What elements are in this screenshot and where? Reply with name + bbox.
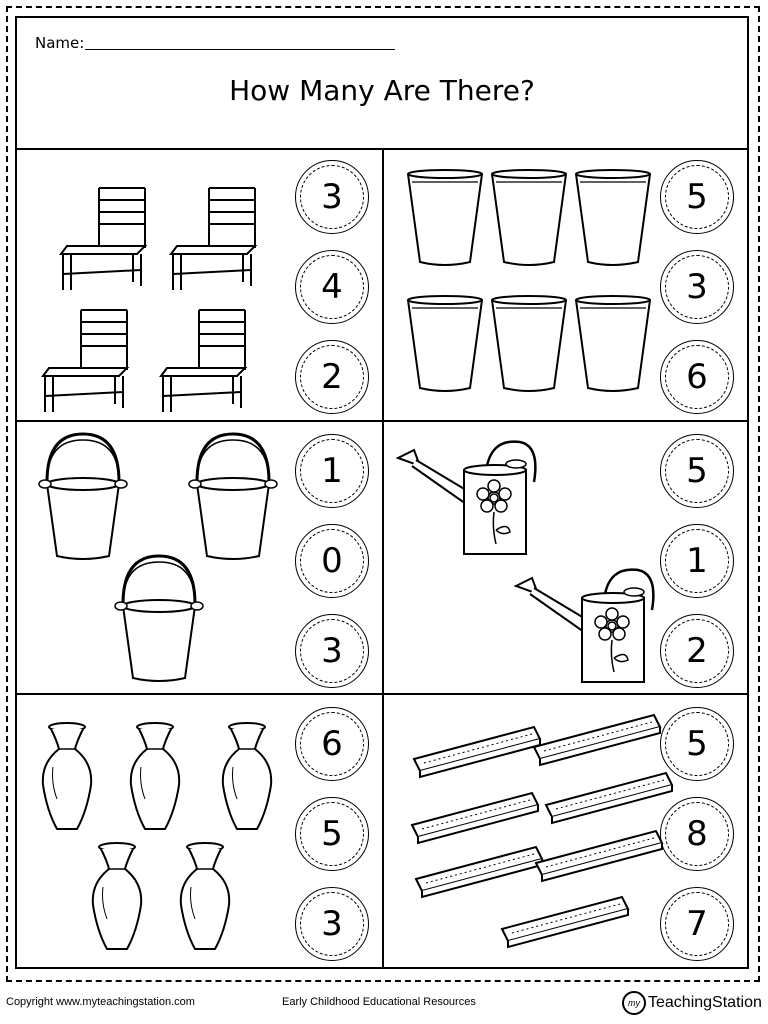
cell-vases	[17, 695, 382, 967]
ruler-icon	[416, 847, 542, 897]
chair-icon	[61, 188, 145, 290]
exercise-grid	[17, 148, 747, 967]
worksheet-header	[17, 18, 747, 150]
ruler-icon	[546, 773, 672, 823]
cup-icon	[408, 296, 482, 391]
vase-icon	[131, 723, 179, 829]
cups-illustration	[384, 148, 674, 420]
chair-icon	[171, 188, 255, 290]
answer-option[interactable]: 6	[295, 707, 369, 781]
cup-icon	[492, 296, 566, 391]
bucket-icon	[39, 434, 127, 559]
cell-watering-cans	[384, 422, 749, 694]
answer-option[interactable]: 1	[295, 434, 369, 508]
answer-option[interactable]: 2	[295, 340, 369, 414]
vase-icon	[181, 843, 229, 949]
answer-option[interactable]: 8	[660, 797, 734, 871]
answer-option[interactable]: 3	[660, 250, 734, 324]
cup-icon	[576, 296, 650, 391]
vase-icon	[223, 723, 271, 829]
worksheet-frame	[15, 16, 749, 969]
vases-illustration	[17, 695, 307, 967]
resources-text: Early Childhood Educational Resources	[282, 996, 476, 1008]
footer	[0, 994, 768, 1024]
bucket-icon	[189, 434, 277, 559]
logo-badge-icon: my	[622, 991, 646, 1015]
buckets-illustration	[17, 422, 307, 694]
cup-icon	[408, 170, 482, 265]
vase-icon	[93, 843, 141, 949]
ruler-icon	[414, 727, 540, 777]
answer-option[interactable]: 1	[660, 524, 734, 598]
answer-option[interactable]: 6	[660, 340, 734, 414]
rulers-illustration	[384, 695, 674, 967]
answer-option[interactable]: 3	[295, 887, 369, 961]
site-logo[interactable]	[622, 991, 762, 1015]
cup-icon	[492, 170, 566, 265]
page-title: How Many Are There?	[229, 74, 535, 107]
logo-text: TeachingStation	[648, 994, 762, 1011]
chair-icon	[161, 310, 245, 412]
ruler-icon	[502, 897, 628, 947]
watering-can-icon	[516, 570, 653, 682]
bucket-icon	[115, 556, 203, 681]
answer-option[interactable]: 5	[660, 707, 734, 781]
answer-option[interactable]: 3	[295, 614, 369, 688]
ruler-icon	[412, 793, 538, 843]
answer-option[interactable]: 3	[295, 160, 369, 234]
name-field[interactable]	[85, 49, 395, 50]
cell-buckets	[17, 422, 382, 694]
answer-option[interactable]: 2	[660, 614, 734, 688]
watering-cans-illustration	[384, 422, 674, 694]
cup-icon	[576, 170, 650, 265]
answer-option[interactable]: 4	[295, 250, 369, 324]
answer-option[interactable]: 5	[660, 160, 734, 234]
vase-icon	[43, 723, 91, 829]
cell-cups	[384, 148, 749, 420]
answer-option[interactable]: 0	[295, 524, 369, 598]
answer-option[interactable]: 5	[295, 797, 369, 871]
watering-can-icon	[398, 442, 535, 554]
ruler-icon	[534, 715, 660, 765]
copyright-text: Copyright www.myteachingstation.com	[6, 996, 195, 1008]
chairs-illustration	[17, 148, 307, 420]
cell-chairs	[17, 148, 382, 420]
ruler-icon	[536, 831, 662, 881]
cell-rulers	[384, 695, 749, 967]
chair-icon	[43, 310, 127, 412]
answer-option[interactable]: 5	[660, 434, 734, 508]
name-label: Name:	[35, 34, 85, 52]
answer-option[interactable]: 7	[660, 887, 734, 961]
